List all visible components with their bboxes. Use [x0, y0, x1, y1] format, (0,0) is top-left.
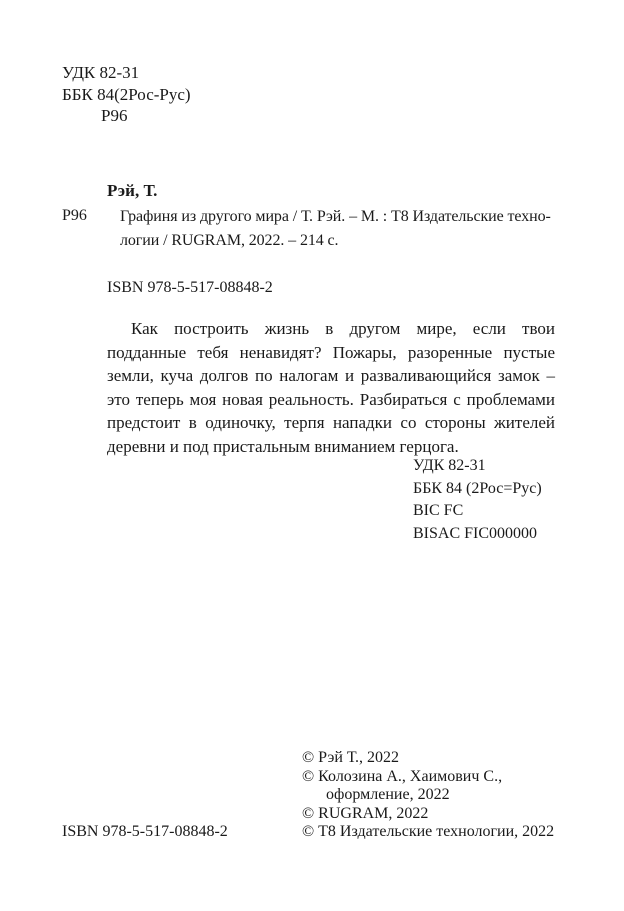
copyright-rugram: © RUGRAM, 2022: [302, 804, 429, 822]
classification-bic: BIC FC: [413, 502, 464, 519]
author-name: Рэй, Т.: [107, 181, 158, 200]
annotation: Как построить жизнь в другом мире, если твои подданные тебя ненавидят? Пожары, разоренные пустые земли, куча долгов по налогам и разваливающийся замок – это теперь моя новая реальность. Разбираться с проблемами предстоит в одиночку, терпя нападки со стороны жителей деревни и под пристальным вниманием герцога.: [107, 319, 555, 456]
classification-udk: УДК 82-31: [413, 457, 486, 474]
copyright-design-cont: оформление, 2022: [326, 786, 450, 803]
classification-block: [413, 455, 542, 545]
classification-bisac: BISAC FIC000000: [413, 524, 538, 542]
bibliographic-description: Графиня из другого мира / Т. Рэй. – М. : Т8 Издательские техно-логии / RUGRAM, 2022. – 214 с.: [120, 208, 551, 249]
copyright-design: © Колозина А., Хаимович С.,: [302, 767, 503, 785]
isbn-footer: ISBN 978-5-517-08848-2: [62, 823, 228, 840]
isbn-main: ISBN 978-5-517-08848-2: [107, 279, 273, 296]
copyright-t8: © Т8 Издательские технологии, 2022: [302, 823, 555, 840]
header-udk: УДК 82-31: [62, 63, 140, 82]
header-author-mark: Р96: [101, 106, 128, 125]
copyright-author: © Рэй Т., 2022: [302, 749, 400, 766]
copyright-block: [302, 749, 554, 842]
classification-bbk: ББК 84 (2Рос=Рус): [413, 479, 542, 497]
side-author-mark: Р96: [62, 207, 87, 224]
header-bbk: ББК 84(2Рос-Рус): [62, 85, 191, 104]
